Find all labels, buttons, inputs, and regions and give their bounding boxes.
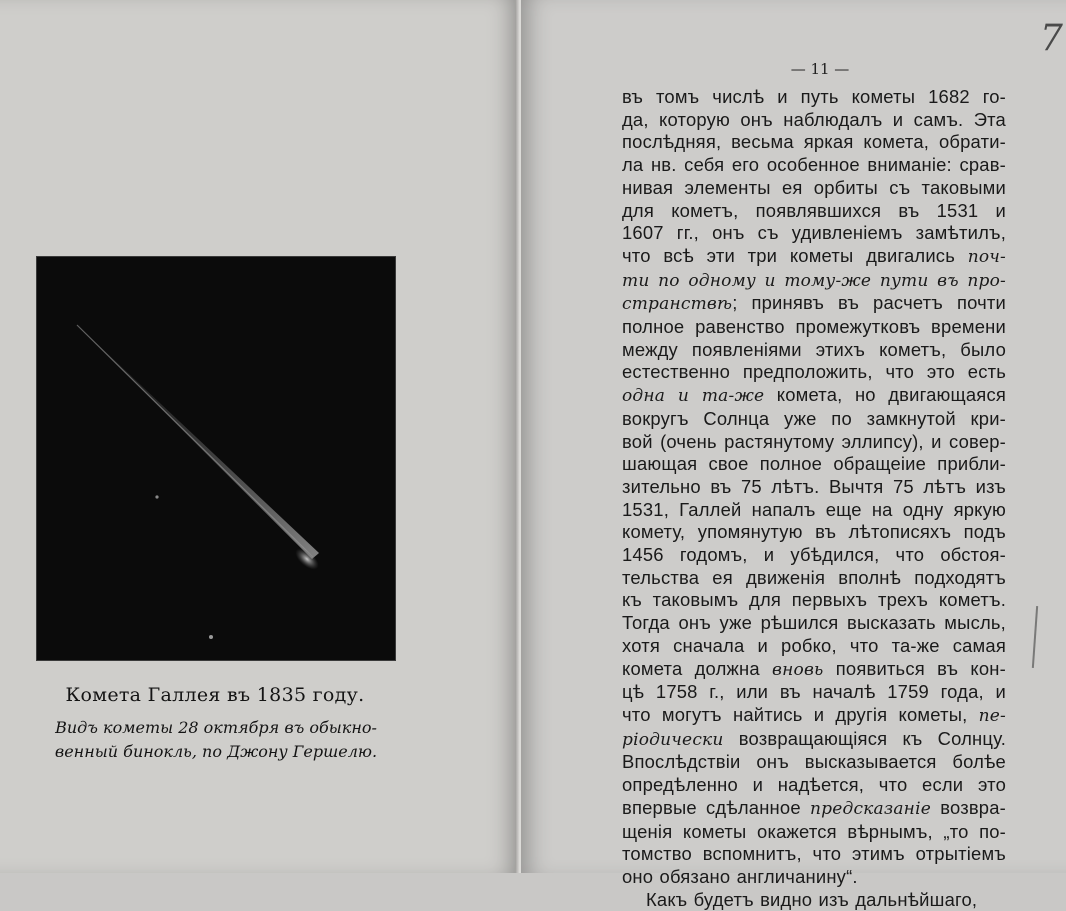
text-segment: зительно въ 75 лѣтъ. Вычтя 75 лѣтъ изъ bbox=[622, 475, 1006, 497]
text-line bbox=[622, 681, 1006, 704]
text-line bbox=[622, 728, 1006, 752]
text-line bbox=[622, 109, 1006, 132]
italic-phrase: ти по одному и тому-же пути въ про- bbox=[622, 270, 1006, 291]
italic-phrase: пе- bbox=[978, 705, 1006, 726]
text-segment: что могутъ найтись и другія кометы, bbox=[622, 703, 979, 725]
text-line bbox=[622, 316, 1006, 339]
text-line bbox=[622, 339, 1006, 362]
text-segment: опредѣленно и надѣется, что если это bbox=[622, 774, 1006, 796]
text-segment: для кометъ, появлявшихся въ 1531 и bbox=[622, 199, 1006, 221]
text-segment: комета должна bbox=[622, 657, 773, 679]
text-line bbox=[622, 635, 1006, 658]
text-segment: возвра- bbox=[930, 796, 1006, 818]
text-segment: хотя сначала и робко, что та-же самая bbox=[622, 634, 1006, 656]
body-text bbox=[622, 86, 1006, 911]
text-segment: Какъ будетъ видно изъ дальнѣйшаго, bbox=[646, 888, 978, 910]
text-line bbox=[622, 292, 1006, 316]
text-line bbox=[622, 589, 1006, 612]
text-segment: 1531, Галлей напалъ еще на одну яркую bbox=[622, 498, 1006, 520]
text-line bbox=[622, 408, 1006, 431]
text-line bbox=[622, 751, 1006, 774]
text-segment: Впослѣдствіи онъ высказывается болѣе bbox=[622, 751, 1006, 773]
text-line bbox=[622, 866, 1006, 889]
italic-phrase: поч- bbox=[967, 246, 1006, 267]
italic-phrase: ріодически bbox=[622, 729, 724, 750]
text-segment: нивая элементы ея орбиты съ таковыми bbox=[622, 176, 1006, 198]
text-segment: тельства ея движенія вполнѣ подходятъ bbox=[622, 566, 1006, 588]
text-line bbox=[622, 453, 1006, 476]
text-line bbox=[622, 797, 1006, 821]
text-segment: 1456 годомъ, и убѣдился, что обстоя- bbox=[622, 544, 1006, 566]
text-line bbox=[622, 658, 1006, 682]
text-line bbox=[622, 245, 1006, 269]
text-line bbox=[622, 889, 1006, 911]
text-line bbox=[622, 704, 1006, 728]
caption-line: Видъ кометы 28 октября въ обыкно- bbox=[55, 718, 377, 737]
text-segment: оно обязано англичанину“. bbox=[622, 865, 858, 887]
text-segment: да, которую онъ наблюдалъ и самъ. Эта bbox=[622, 108, 1006, 130]
text-line bbox=[622, 384, 1006, 408]
text-segment: ; принявъ въ расчетъ почти bbox=[732, 292, 1006, 314]
text-segment: естественно предположить, что это есть bbox=[622, 361, 1006, 383]
text-line bbox=[622, 131, 1006, 154]
text-segment: между появленіями этихъ кометъ, было bbox=[622, 338, 1006, 360]
italic-phrase: предсказаніе bbox=[810, 798, 931, 819]
text-line bbox=[622, 222, 1006, 245]
text-line bbox=[622, 476, 1006, 499]
text-segment: послѣдняя, весьма яркая комета, обрати- bbox=[622, 131, 1006, 153]
text-segment: полное равенство промежутковъ времени bbox=[622, 316, 1006, 338]
text-segment: къ таковымъ для первыхъ трехъ кометъ. bbox=[622, 589, 1006, 611]
text-segment: возвращающіяся къ Солнцу. bbox=[723, 727, 1006, 749]
page-number: — 11 — bbox=[790, 60, 850, 78]
text-line bbox=[622, 177, 1006, 200]
text-segment: щенія кометы окажется вѣрнымъ, „то по- bbox=[622, 820, 1006, 842]
text-line bbox=[622, 521, 1006, 544]
text-segment: комету, упомянутую въ лѣтописяхъ подъ bbox=[622, 521, 1006, 543]
comet-illustration bbox=[36, 256, 396, 661]
italic-phrase: странствѣ bbox=[622, 294, 733, 315]
text-segment: 1607 гг., онъ съ удивленіемъ замѣтилъ, bbox=[622, 222, 1006, 244]
text-segment: ла нв. себя его особенное вниманіе: срав- bbox=[622, 154, 1006, 176]
text-line bbox=[622, 821, 1006, 844]
left-page bbox=[0, 0, 519, 873]
text-line bbox=[622, 567, 1006, 590]
text-line bbox=[622, 612, 1006, 635]
handwritten-page-mark: 7 bbox=[1040, 18, 1063, 59]
text-segment: вой (очень растянутому эллипсу), и совер- bbox=[622, 430, 1006, 452]
text-segment: Тогда онъ уже рѣшился высказать мысль, bbox=[622, 612, 1006, 634]
figure-caption-subtitle bbox=[18, 716, 414, 764]
figure-caption-title: Комета Галлея въ 1835 году. bbox=[65, 684, 365, 706]
text-line bbox=[622, 269, 1006, 293]
text-line bbox=[622, 154, 1006, 177]
text-segment: впервые сдѣланное bbox=[622, 796, 810, 818]
text-segment: что всѣ эти три кометы двигались bbox=[622, 244, 968, 266]
italic-phrase: вновь bbox=[772, 659, 824, 680]
text-segment: комета, но двигающаяся bbox=[764, 384, 1006, 406]
text-line bbox=[622, 361, 1006, 384]
text-line bbox=[622, 86, 1006, 109]
text-segment: появиться въ кон- bbox=[823, 657, 1006, 679]
text-line bbox=[622, 544, 1006, 567]
italic-phrase: одна и та-же bbox=[622, 386, 765, 407]
text-line bbox=[622, 774, 1006, 797]
text-line bbox=[622, 499, 1006, 522]
text-segment: шающая свое полное обращеіие прибли- bbox=[622, 453, 1006, 475]
text-segment: томство вспомнитъ, что этимъ отрытіемъ bbox=[622, 843, 1006, 865]
text-segment: цѣ 1758 г., или въ началѣ 1759 года, и bbox=[622, 681, 1006, 703]
text-line bbox=[622, 843, 1006, 866]
caption-line: венный бинокль, по Джону Гершелю. bbox=[54, 742, 378, 761]
text-line bbox=[622, 200, 1006, 223]
text-segment: вокругъ Солнца уже по замкнутой кри- bbox=[622, 407, 1006, 429]
text-line bbox=[622, 431, 1006, 454]
text-segment: въ томъ числѣ и путь кометы 1682 го- bbox=[622, 86, 1006, 107]
comet-image bbox=[37, 257, 395, 660]
